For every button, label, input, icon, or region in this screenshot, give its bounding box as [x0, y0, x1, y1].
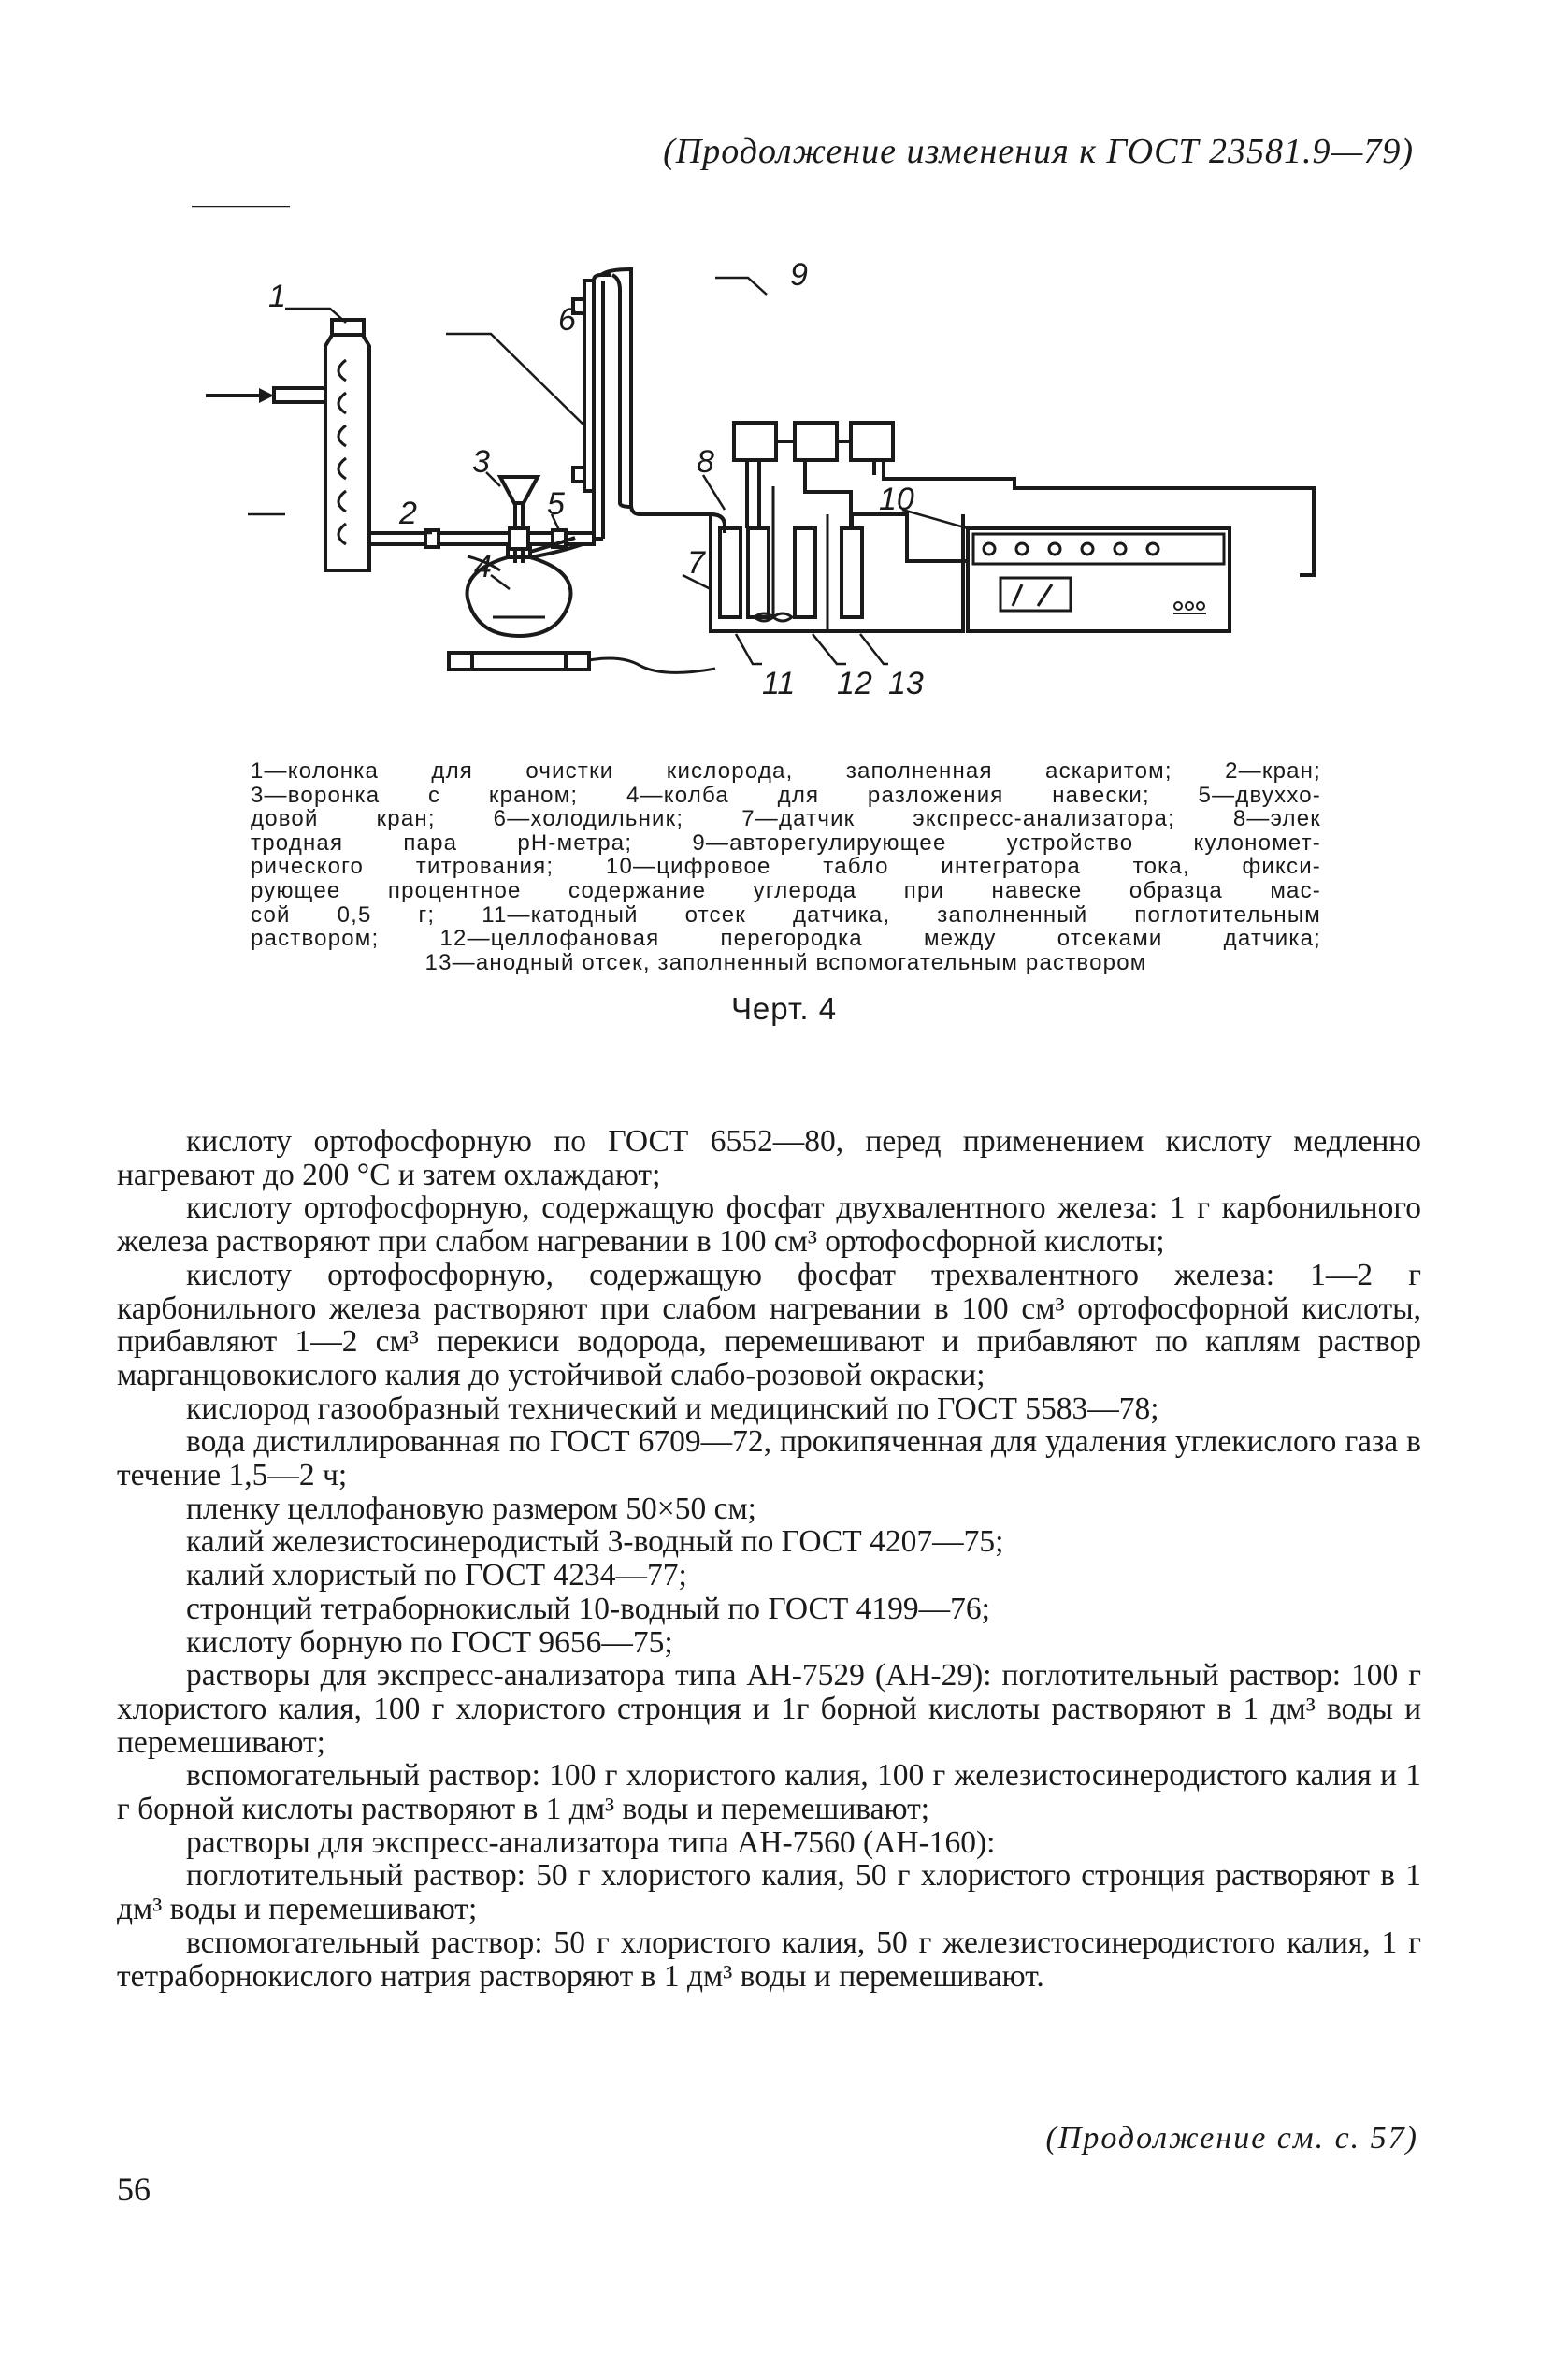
paragraph: кислоту ортофосфорную по ГОСТ 6552—80, перед применением кислоту медленно нагревают до 200 °С и затем охлаждают; [117, 1124, 1421, 1192]
label-10: 10 [879, 482, 914, 517]
paragraph: кислоту ортофосфорную, содержащую фосфат двухвалентного железа: 1 г карбонильного железа растворяют при слабом нагревании в 100 см³ ортофосфорной кислоты; [117, 1190, 1421, 1260]
label-11: 11 [762, 666, 796, 701]
caption-line: довой кран; 6—холодильник; 7—датчик экспресс-анализатора; 8—элек [251, 806, 1321, 832]
label-5: 5 [547, 486, 565, 522]
heating-plate [449, 653, 715, 672]
label-2: 2 [399, 496, 417, 531]
label-8: 8 [697, 444, 714, 480]
caption-line: 13—анодный отсек, заполненный вспомогательным раствором [424, 949, 1147, 975]
electrode-anode [842, 528, 862, 617]
electrode-8a [720, 528, 741, 617]
label-6: 6 [558, 302, 576, 338]
gas-inlet-arrow [206, 388, 274, 403]
paragraph: кислород газообразный технический и медицинский по ГОСТ 5583—78; [186, 1391, 1159, 1426]
caption-line: сой 0,5 г; 11—катодный отсек датчика, заполненный поглотительным [251, 901, 1321, 928]
regulator-box-2 [851, 423, 893, 460]
paragraph: вода дистиллированная по ГОСТ 6709—72, прокипяченная для удаления углекислого газа в течение 1,5—2 ч; [117, 1424, 1421, 1493]
page-header: (Продолжение изменения к ГОСТ 23581.9—79) [663, 132, 1414, 171]
label-3: 3 [472, 444, 490, 480]
label-13: 13 [888, 666, 924, 701]
caption-line: раствором; 12—целлофановая перегородка между отсеками датчика; [251, 926, 1321, 952]
label-9: 9 [790, 257, 808, 293]
page-number: 56 [117, 2170, 151, 2208]
label-4: 4 [474, 549, 492, 584]
label-7: 7 [687, 545, 705, 581]
paragraph: вспомогательный раствор: 100 г хлористого калия, 100 г железистосинеродистого калия и 1 г борной кислоты растворяют в 1 дм³ воды и перемешивают; [117, 1758, 1421, 1827]
ph-meter-box [734, 423, 776, 460]
electrode-8b [748, 528, 769, 617]
paragraph: кислоту борную по ГОСТ 9656—75; [186, 1624, 673, 1660]
paragraph: пленку целлофановую размером 50×50 см; [186, 1491, 756, 1526]
paragraph: растворы для экспресс-анализатора типа АН-7560 (АН-160): [186, 1824, 996, 1860]
paragraph: кислоту ортофосфорную, содержащую фосфат трехвалентного железа: 1—2 г карбонильного железа растворяют при слабом нагревании в 100 см³ ортофосфорной кислоты, прибавляют 1—2 см³ перекиси водорода, перемешивают и прибавляют по каплям раствор марганцовокислого калия до устойчивой слабо-розовой окраски; [117, 1257, 1421, 1392]
digital-display [968, 528, 1230, 631]
figure-caption [251, 759, 1321, 974]
caption-line: рующее процентное содержание углерода при навеске образца мас- [251, 877, 1321, 903]
body-text [117, 1125, 1421, 1993]
paragraph: растворы для экспресс-анализатора типа АН-7529 (АН-29): поглотительный раствор: 100 г хлористого калия, 100 г хлористого стронция и 1г борной кислоты растворяют в 1 дм³ воды и перемешивают; [117, 1658, 1421, 1760]
regulator-box-1 [795, 423, 837, 460]
caption-line: 3—воронка с краном; 4—колба для разложения навески; 5—двуххо- [251, 782, 1321, 808]
caption-line: тродная пара pH-метра; 9—авторегулирующее устройство кулономет- [251, 829, 1321, 856]
paragraph: поглотительный раствор: 50 г хлористого калия, 50 г хлористого стронция растворяют в 1 дм³ воды и перемешивают; [117, 1858, 1421, 1927]
continuation-note: (Продолжение см. с. 57) [1045, 2121, 1418, 2155]
ascarite-column [274, 320, 369, 570]
caption-line: рического титрования; 10—цифровое табло интегратора тока, фикси- [251, 854, 1321, 880]
label-1: 1 [268, 279, 286, 314]
figure-title: Черт. 4 [730, 991, 838, 1026]
paragraph: вспомогательный раствор: 50 г хлористого калия, 50 г железистосинеродистого калия, 1 г тетраборнокислого натрия растворяют в 1 дм³ воды и перемешивают. [117, 1924, 1421, 1994]
condenser [573, 275, 611, 539]
paragraph: калий хлористый по ГОСТ 4234—77; [186, 1558, 687, 1593]
electrode-cathode [795, 528, 815, 617]
label-12: 12 [837, 666, 872, 701]
apparatus-diagram [192, 206, 1426, 748]
caption-line: 1—колонка для очистки кислорода, заполненная аскаритом; 2—кран; [251, 758, 1321, 784]
paragraph: стронций тетраборнокислый 10-водный по ГОСТ 4199—76; [186, 1591, 990, 1626]
paragraph: калий железистосинеродистый 3-водный по ГОСТ 4207—75; [186, 1524, 1004, 1560]
